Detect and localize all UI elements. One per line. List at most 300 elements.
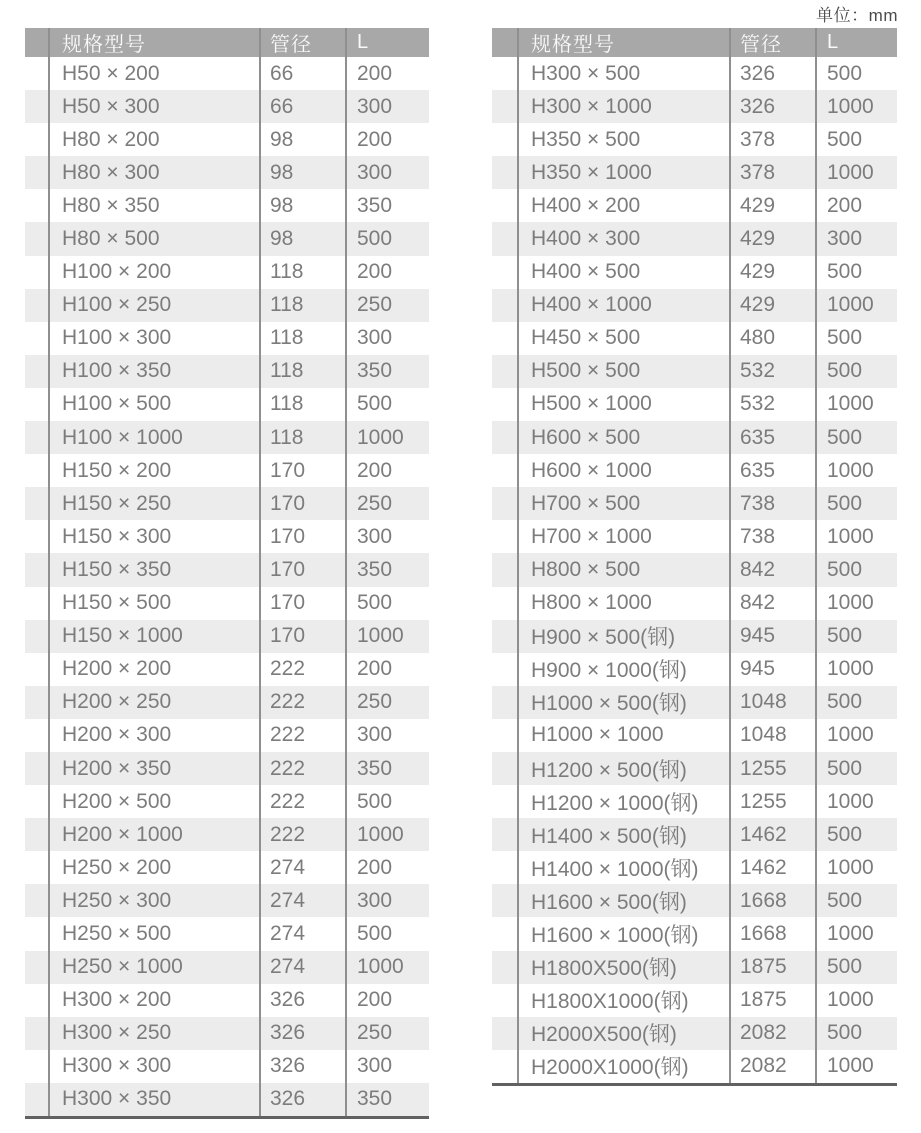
row-gutter	[492, 156, 517, 189]
table-row	[25, 57, 429, 90]
cell-pipe-diameter: 378	[729, 156, 815, 189]
cell-spec-model: H300 × 500	[517, 57, 729, 90]
row-gutter	[25, 851, 48, 884]
table-row	[492, 818, 897, 851]
table-header-row	[25, 28, 429, 57]
header-cell-length: L	[815, 28, 897, 57]
cell-pipe-diameter: 1668	[729, 884, 815, 917]
cell-length: 250	[345, 1017, 429, 1050]
row-gutter	[25, 189, 48, 222]
cell-spec-model: H300 × 300	[48, 1050, 259, 1083]
cell-spec-model: H1200 × 1000(钢)	[517, 785, 729, 818]
table-row	[25, 454, 429, 487]
cell-pipe-diameter: 1668	[729, 917, 815, 950]
cell-length: 1000	[815, 851, 897, 884]
cell-spec-model: H600 × 1000	[517, 454, 729, 487]
cell-pipe-diameter: 170	[259, 520, 345, 553]
header-cell-spec-model: 规格型号	[48, 28, 259, 57]
cell-spec-model: H1400 × 1000(钢)	[517, 851, 729, 884]
table-row	[25, 620, 429, 653]
cell-length: 500	[815, 355, 897, 388]
cell-pipe-diameter: 1255	[729, 752, 815, 785]
cell-length: 500	[815, 620, 897, 653]
row-gutter	[25, 686, 48, 719]
table-row	[492, 388, 897, 421]
cell-pipe-diameter: 738	[729, 520, 815, 553]
cell-spec-model: H400 × 300	[517, 222, 729, 255]
spec-table-left	[25, 28, 429, 1119]
cell-length: 1000	[815, 917, 897, 950]
cell-length: 200	[345, 851, 429, 884]
cell-pipe-diameter: 118	[259, 388, 345, 421]
cell-spec-model: H350 × 500	[517, 123, 729, 156]
cell-pipe-diameter: 532	[729, 388, 815, 421]
cell-spec-model: H500 × 1000	[517, 388, 729, 421]
table-row	[492, 156, 897, 189]
row-gutter	[25, 355, 48, 388]
cell-length: 500	[815, 256, 897, 289]
cell-pipe-diameter: 66	[259, 57, 345, 90]
table-header-row	[492, 28, 897, 57]
table-row	[492, 587, 897, 620]
row-gutter	[492, 818, 517, 851]
cell-spec-model: H350 × 1000	[517, 156, 729, 189]
cell-pipe-diameter: 98	[259, 156, 345, 189]
cell-pipe-diameter: 170	[259, 620, 345, 653]
cell-spec-model: H150 × 200	[48, 454, 259, 487]
cell-length: 500	[815, 322, 897, 355]
table-row	[492, 90, 897, 123]
row-gutter	[25, 123, 48, 156]
cell-length: 1000	[345, 421, 429, 454]
row-gutter	[492, 553, 517, 586]
table-row	[492, 189, 897, 222]
cell-spec-model: H100 × 300	[48, 322, 259, 355]
cell-spec-model: H200 × 350	[48, 752, 259, 785]
cell-pipe-diameter: 326	[259, 984, 345, 1017]
cell-pipe-diameter: 429	[729, 256, 815, 289]
row-gutter	[492, 719, 517, 752]
cell-pipe-diameter: 118	[259, 256, 345, 289]
cell-length: 500	[345, 222, 429, 255]
cell-length: 200	[345, 57, 429, 90]
cell-length: 250	[345, 289, 429, 322]
cell-length: 300	[345, 322, 429, 355]
cell-spec-model: H900 × 500(钢)	[517, 620, 729, 653]
table-row	[25, 818, 429, 851]
cell-length: 500	[815, 123, 897, 156]
spec-table-right	[492, 28, 897, 1086]
cell-length: 350	[345, 189, 429, 222]
cell-pipe-diameter: 429	[729, 189, 815, 222]
row-gutter	[25, 553, 48, 586]
header-cell-length: L	[345, 28, 429, 57]
cell-length: 300	[345, 520, 429, 553]
table-row	[492, 719, 897, 752]
table-row	[25, 487, 429, 520]
cell-spec-model: H1200 × 500(钢)	[517, 752, 729, 785]
table-row	[25, 156, 429, 189]
cell-spec-model: H100 × 350	[48, 355, 259, 388]
cell-spec-model: H400 × 500	[517, 256, 729, 289]
row-gutter	[492, 57, 517, 90]
cell-spec-model: H50 × 300	[48, 90, 259, 123]
cell-pipe-diameter: 222	[259, 785, 345, 818]
cell-length: 1000	[345, 818, 429, 851]
cell-length: 500	[345, 917, 429, 950]
row-gutter	[25, 256, 48, 289]
cell-spec-model: H250 × 300	[48, 884, 259, 917]
cell-length: 1000	[815, 785, 897, 818]
header-gutter	[492, 28, 517, 57]
cell-length: 500	[815, 553, 897, 586]
row-gutter	[25, 289, 48, 322]
cell-length: 500	[815, 818, 897, 851]
cell-spec-model: H2000X1000(钢)	[517, 1050, 729, 1083]
cell-pipe-diameter: 429	[729, 289, 815, 322]
cell-spec-model: H150 × 350	[48, 553, 259, 586]
cell-length: 1000	[815, 984, 897, 1017]
table-row	[25, 289, 429, 322]
row-gutter	[492, 355, 517, 388]
table-row	[25, 752, 429, 785]
row-gutter	[25, 951, 48, 984]
row-gutter	[492, 189, 517, 222]
cell-pipe-diameter: 170	[259, 487, 345, 520]
cell-length: 300	[345, 719, 429, 752]
table-row	[25, 785, 429, 818]
cell-pipe-diameter: 1048	[729, 686, 815, 719]
row-gutter	[492, 1017, 517, 1050]
table-row	[492, 785, 897, 818]
table-row	[492, 1017, 897, 1050]
row-gutter	[492, 123, 517, 156]
cell-spec-model: H200 × 300	[48, 719, 259, 752]
cell-pipe-diameter: 222	[259, 818, 345, 851]
cell-spec-model: H500 × 500	[517, 355, 729, 388]
cell-spec-model: H1800X500(钢)	[517, 951, 729, 984]
row-gutter	[492, 653, 517, 686]
row-gutter	[25, 752, 48, 785]
table-row	[25, 851, 429, 884]
cell-pipe-diameter: 532	[729, 355, 815, 388]
table-row	[492, 851, 897, 884]
cell-pipe-diameter: 738	[729, 487, 815, 520]
row-gutter	[25, 984, 48, 1017]
cell-length: 1000	[815, 289, 897, 322]
row-gutter	[492, 322, 517, 355]
row-gutter	[492, 454, 517, 487]
cell-pipe-diameter: 326	[729, 57, 815, 90]
cell-length: 500	[345, 785, 429, 818]
table-row	[492, 256, 897, 289]
row-gutter	[25, 156, 48, 189]
row-gutter	[492, 884, 517, 917]
cell-length: 1000	[815, 520, 897, 553]
cell-pipe-diameter: 1875	[729, 951, 815, 984]
table-row	[492, 355, 897, 388]
cell-pipe-diameter: 2082	[729, 1050, 815, 1083]
cell-spec-model: H800 × 500	[517, 553, 729, 586]
cell-spec-model: H1000 × 500(钢)	[517, 686, 729, 719]
table-row	[25, 1083, 429, 1116]
cell-length: 300	[345, 90, 429, 123]
cell-spec-model: H400 × 200	[517, 189, 729, 222]
cell-spec-model: H150 × 300	[48, 520, 259, 553]
row-gutter	[25, 884, 48, 917]
cell-pipe-diameter: 98	[259, 222, 345, 255]
cell-pipe-diameter: 170	[259, 454, 345, 487]
cell-pipe-diameter: 170	[259, 553, 345, 586]
cell-pipe-diameter: 222	[259, 686, 345, 719]
row-gutter	[25, 1083, 48, 1116]
header-gutter	[25, 28, 48, 57]
row-gutter	[492, 785, 517, 818]
cell-pipe-diameter: 635	[729, 421, 815, 454]
cell-length: 200	[345, 123, 429, 156]
row-gutter	[25, 785, 48, 818]
cell-length: 250	[345, 487, 429, 520]
table-row	[25, 653, 429, 686]
cell-spec-model: H700 × 1000	[517, 520, 729, 553]
table-row	[25, 587, 429, 620]
cell-pipe-diameter: 326	[259, 1083, 345, 1116]
row-gutter	[492, 917, 517, 950]
cell-length: 500	[345, 587, 429, 620]
cell-pipe-diameter: 118	[259, 289, 345, 322]
cell-length: 350	[345, 553, 429, 586]
table-row	[492, 984, 897, 1017]
row-gutter	[25, 719, 48, 752]
cell-pipe-diameter: 1048	[729, 719, 815, 752]
table-row	[25, 719, 429, 752]
cell-spec-model: H100 × 500	[48, 388, 259, 421]
table-row	[492, 752, 897, 785]
cell-pipe-diameter: 2082	[729, 1017, 815, 1050]
cell-length: 1000	[815, 587, 897, 620]
row-gutter	[25, 587, 48, 620]
cell-pipe-diameter: 118	[259, 421, 345, 454]
row-gutter	[492, 421, 517, 454]
cell-pipe-diameter: 222	[259, 752, 345, 785]
table-row	[25, 1050, 429, 1083]
cell-length: 200	[345, 653, 429, 686]
table-row	[492, 520, 897, 553]
cell-spec-model: H600 × 500	[517, 421, 729, 454]
cell-length: 300	[345, 884, 429, 917]
table-row	[492, 951, 897, 984]
cell-pipe-diameter: 118	[259, 355, 345, 388]
table-row	[492, 686, 897, 719]
cell-spec-model: H80 × 500	[48, 222, 259, 255]
table-row	[492, 487, 897, 520]
row-gutter	[25, 620, 48, 653]
header-cell-pipe-diameter: 管径	[259, 28, 345, 57]
cell-spec-model: H300 × 200	[48, 984, 259, 1017]
table-row	[492, 123, 897, 156]
cell-spec-model: H1800X1000(钢)	[517, 984, 729, 1017]
cell-pipe-diameter: 170	[259, 587, 345, 620]
cell-spec-model: H900 × 1000(钢)	[517, 653, 729, 686]
cell-pipe-diameter: 842	[729, 553, 815, 586]
cell-length: 300	[815, 222, 897, 255]
table-row	[492, 653, 897, 686]
cell-pipe-diameter: 1875	[729, 984, 815, 1017]
cell-spec-model: H1000 × 1000	[517, 719, 729, 752]
cell-spec-model: H250 × 1000	[48, 951, 259, 984]
row-gutter	[492, 620, 517, 653]
cell-spec-model: H150 × 500	[48, 587, 259, 620]
cell-pipe-diameter: 1462	[729, 851, 815, 884]
row-gutter	[25, 917, 48, 950]
table-row	[492, 620, 897, 653]
cell-spec-model: H800 × 1000	[517, 587, 729, 620]
cell-spec-model: H250 × 500	[48, 917, 259, 950]
cell-pipe-diameter: 222	[259, 719, 345, 752]
table-row	[25, 355, 429, 388]
cell-length: 500	[815, 686, 897, 719]
row-gutter	[492, 222, 517, 255]
table-row	[25, 322, 429, 355]
row-gutter	[492, 984, 517, 1017]
cell-length: 500	[815, 1017, 897, 1050]
row-gutter	[492, 388, 517, 421]
row-gutter	[492, 851, 517, 884]
cell-length: 1000	[815, 388, 897, 421]
cell-pipe-diameter: 842	[729, 587, 815, 620]
cell-length: 1000	[815, 90, 897, 123]
table-row	[25, 1017, 429, 1050]
cell-length: 200	[815, 189, 897, 222]
row-gutter	[492, 951, 517, 984]
cell-spec-model: H100 × 200	[48, 256, 259, 289]
table-row	[25, 520, 429, 553]
table-row	[25, 90, 429, 123]
cell-spec-model: H400 × 1000	[517, 289, 729, 322]
cell-pipe-diameter: 635	[729, 454, 815, 487]
table-row	[25, 984, 429, 1017]
table-row	[25, 553, 429, 586]
row-gutter	[492, 1050, 517, 1083]
row-gutter	[25, 57, 48, 90]
table-row	[25, 421, 429, 454]
row-gutter	[492, 752, 517, 785]
table-row	[492, 322, 897, 355]
cell-length: 1000	[815, 454, 897, 487]
cell-length: 500	[815, 57, 897, 90]
row-gutter	[25, 487, 48, 520]
row-gutter	[25, 1050, 48, 1083]
cell-spec-model: H450 × 500	[517, 322, 729, 355]
cell-spec-model: H100 × 250	[48, 289, 259, 322]
row-gutter	[492, 686, 517, 719]
cell-spec-model: H80 × 200	[48, 123, 259, 156]
cell-length: 350	[345, 752, 429, 785]
cell-pipe-diameter: 480	[729, 322, 815, 355]
table-row	[492, 289, 897, 322]
cell-spec-model: H300 × 1000	[517, 90, 729, 123]
cell-length: 1000	[815, 156, 897, 189]
unit-label: 单位：mm	[816, 6, 898, 25]
cell-spec-model: H1400 × 500(钢)	[517, 818, 729, 851]
cell-length: 1000	[345, 951, 429, 984]
cell-pipe-diameter: 326	[729, 90, 815, 123]
cell-spec-model: H300 × 250	[48, 1017, 259, 1050]
row-gutter	[25, 818, 48, 851]
cell-spec-model: H1600 × 1000(钢)	[517, 917, 729, 950]
cell-length: 1000	[345, 620, 429, 653]
header-cell-pipe-diameter: 管径	[729, 28, 815, 57]
cell-spec-model: H200 × 1000	[48, 818, 259, 851]
table-row	[25, 951, 429, 984]
table-row	[492, 1050, 897, 1083]
table-row	[25, 256, 429, 289]
cell-pipe-diameter: 1255	[729, 785, 815, 818]
cell-spec-model: H2000X500(钢)	[517, 1017, 729, 1050]
cell-length: 1000	[815, 719, 897, 752]
row-gutter	[492, 587, 517, 620]
row-gutter	[492, 520, 517, 553]
cell-spec-model: H700 × 500	[517, 487, 729, 520]
cell-pipe-diameter: 66	[259, 90, 345, 123]
cell-length: 500	[815, 752, 897, 785]
table-row	[492, 454, 897, 487]
cell-length: 500	[345, 388, 429, 421]
cell-length: 200	[345, 454, 429, 487]
cell-length: 350	[345, 355, 429, 388]
cell-pipe-diameter: 326	[259, 1017, 345, 1050]
cell-pipe-diameter: 945	[729, 653, 815, 686]
table-row	[25, 884, 429, 917]
cell-spec-model: H200 × 500	[48, 785, 259, 818]
cell-length: 1000	[815, 1050, 897, 1083]
cell-pipe-diameter: 274	[259, 851, 345, 884]
cell-spec-model: H1600 × 500(钢)	[517, 884, 729, 917]
cell-pipe-diameter: 98	[259, 123, 345, 156]
cell-spec-model: H250 × 200	[48, 851, 259, 884]
cell-length: 1000	[815, 653, 897, 686]
cell-length: 500	[815, 421, 897, 454]
cell-spec-model: H80 × 300	[48, 156, 259, 189]
cell-length: 300	[345, 1050, 429, 1083]
cell-spec-model: H100 × 1000	[48, 421, 259, 454]
row-gutter	[25, 322, 48, 355]
cell-length: 300	[345, 156, 429, 189]
row-gutter	[25, 1017, 48, 1050]
cell-spec-model: H80 × 350	[48, 189, 259, 222]
row-gutter	[25, 653, 48, 686]
cell-spec-model: H300 × 350	[48, 1083, 259, 1116]
cell-length: 500	[815, 884, 897, 917]
table-row	[492, 57, 897, 90]
table-row	[492, 917, 897, 950]
table-row	[25, 189, 429, 222]
table-row	[492, 553, 897, 586]
cell-pipe-diameter: 1462	[729, 818, 815, 851]
cell-length: 500	[815, 951, 897, 984]
cell-pipe-diameter: 274	[259, 917, 345, 950]
row-gutter	[25, 520, 48, 553]
table-row	[492, 884, 897, 917]
cell-pipe-diameter: 378	[729, 123, 815, 156]
header-cell-spec-model: 规格型号	[517, 28, 729, 57]
row-gutter	[492, 90, 517, 123]
cell-spec-model: H150 × 250	[48, 487, 259, 520]
cell-length: 250	[345, 686, 429, 719]
cell-length: 200	[345, 984, 429, 1017]
row-gutter	[25, 90, 48, 123]
cell-spec-model: H150 × 1000	[48, 620, 259, 653]
